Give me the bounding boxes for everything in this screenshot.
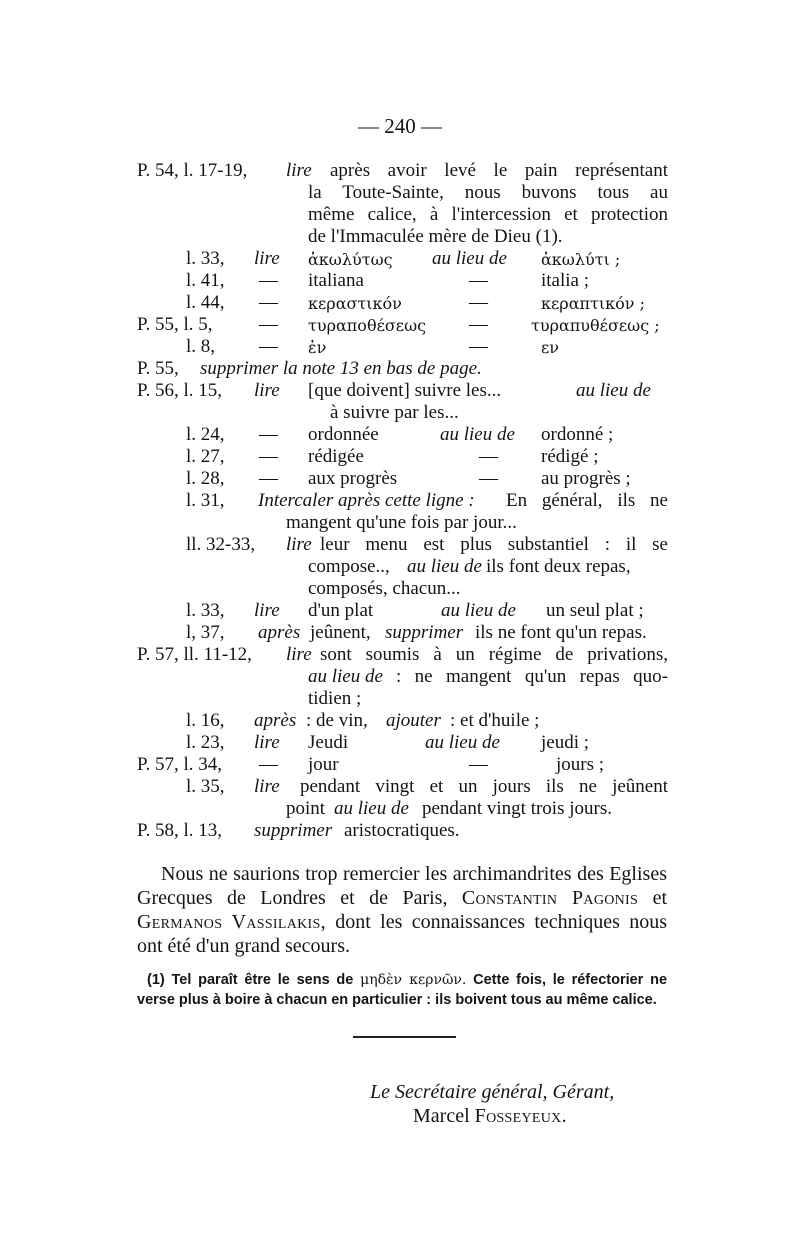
errata-ref: ll. 32-33, (186, 534, 256, 555)
errata-supprimer: supprimer (254, 820, 333, 841)
errata-ref: P. 55, (137, 358, 179, 379)
errata-ref: l. 27, (186, 446, 225, 467)
errata-ref: l. 28, (186, 468, 225, 489)
errata-ref: l. 35, (186, 776, 225, 797)
errata-old-word: ordonné ; (541, 424, 614, 445)
footnote-greek: μηδὲν κερνῶν. (360, 972, 467, 988)
errata-dash: — (259, 754, 278, 775)
errata-ref: l. 24, (186, 424, 225, 445)
errata-ref: l, 37, (186, 622, 225, 643)
errata-dash: — (469, 314, 488, 335)
footnote-mark: (1) (147, 972, 165, 988)
errata-dash: — (469, 336, 488, 357)
errata-lire: lire (254, 600, 280, 621)
errata-old-word: au progrès ; (541, 468, 631, 489)
errata-dash: — (259, 446, 278, 467)
errata-dash: — (259, 468, 278, 489)
errata-apres: après (254, 710, 297, 731)
errata-lire: lire (286, 534, 312, 555)
errata-supprimer: supprimer (385, 622, 464, 643)
errata-new-word: τυραποθέσεως (308, 316, 427, 335)
person-name: Constantin Pagonis (461, 887, 639, 909)
errata-dash: — (259, 424, 278, 445)
errata-au-lieu-de: au lieu de (308, 666, 383, 687)
errata-text: : de vin, (306, 710, 368, 731)
errata-au-lieu-de: au lieu de (407, 556, 482, 577)
footnote: (1) Tel paraît être le sens de μηδὲν κερνῶν. Cette fois, le réfectorier ne verse plus à boire à chacun en particulier : ils boivent tous au même calice. (137, 972, 668, 1008)
page-number: — 240 — (358, 114, 442, 138)
errata-ref: P. 56, l. 15, (137, 380, 222, 401)
errata-text: ils ne font qu'un repas. (475, 622, 647, 643)
errata-text: compose.., (308, 556, 390, 577)
errata-old-word: ἀκωλύτι ; (541, 250, 621, 269)
errata-ref: P. 57, ll. 11-12, (137, 644, 252, 665)
errata-au-lieu-de: au lieu de (441, 600, 516, 621)
separator-rule (353, 1036, 456, 1038)
errata-text: [que doivent] suivre les... (308, 380, 502, 401)
errata-old-word: rédigé ; (541, 446, 599, 467)
errata-text: pendant vingt et un jours ils ne jeûnent (300, 776, 668, 797)
errata-dash: — (259, 314, 278, 335)
errata-dash: — (469, 292, 488, 313)
errata-old-word: italia ; (541, 270, 590, 291)
errata-new-word: d'un plat (308, 600, 374, 621)
errata-new-word: ordonnée (308, 424, 379, 445)
errata-ref: P. 55, l. 5, (137, 314, 213, 335)
errata-au-lieu-de: au lieu de (576, 380, 651, 401)
errata-new-word: Jeudi (308, 732, 349, 753)
errata-text: sont soumis à un régime de privations, (320, 644, 668, 665)
errata-new-word: jour (308, 754, 339, 775)
errata-old-word: κεραπτικόν ; (541, 294, 645, 313)
acknowledgement-paragraph: Nous ne saurions trop remercier les archimandrites des Eglises Grecques de Londres et de Paris, Constantin Pagonis et Germanos Vassilakis, dont les connaissances techniques nous ont été d'un grand secours. (137, 863, 668, 957)
signature-role: Le Secrétaire général, Gérant, (370, 1081, 615, 1103)
errata-lire: lire (254, 380, 280, 401)
errata-ref: l. 8, (186, 336, 216, 357)
errata-dash: — (479, 468, 498, 489)
errata-ajouter: ajouter (386, 710, 441, 731)
errata-old-word: jeudi ; (541, 732, 590, 753)
errata-text: jeûnent, (310, 622, 371, 643)
errata-new-word: rédigée (308, 446, 364, 467)
errata-au-lieu-de: au lieu de (440, 424, 515, 445)
errata-text: mangent qu'une fois par jour... (286, 512, 517, 533)
errata-old-word: un seul plat ; (546, 600, 644, 621)
errata-text: aristocratiques. (344, 820, 460, 841)
errata-text: ils font deux repas, (486, 556, 631, 577)
errata-line (137, 160, 247, 182)
errata-text: après avoir levé le pain représentant (330, 160, 668, 181)
errata-text: leur menu est plus substantiel : il se (320, 534, 668, 555)
errata-lire: lire (254, 248, 280, 269)
errata-new-word: aux progrès (308, 468, 398, 489)
errata-ref: l. 31, (186, 490, 225, 511)
errata-text: : et d'huile ; (450, 710, 540, 731)
errata-text: de l'Immaculée mère de Dieu (1). (308, 226, 563, 247)
errata-old-word: εν (541, 338, 560, 357)
errata-apres: après (258, 622, 301, 643)
errata-ref: P. 57, l. 34, (137, 754, 222, 775)
errata-text: à suivre par les... (330, 402, 459, 423)
errata-text: la Toute-Sainte, nous buvons tous au (308, 182, 668, 203)
errata-ref: P. 54, l. 17-19, (137, 160, 248, 181)
errata-old-word: jours ; (556, 754, 605, 775)
signature-name: Marcel Fosseyeux. (413, 1105, 567, 1127)
errata-dash: — (259, 270, 278, 291)
errata-lire: lire (286, 160, 312, 181)
errata-new-word: ἀκωλύτως (308, 250, 393, 269)
errata-ref: l. 16, (186, 710, 225, 731)
errata-old-word: τυραπυθέσεως ; (531, 316, 660, 335)
errata-ref: l. 41, (186, 270, 225, 291)
errata-text: supprimer la note 13 en bas de page. (200, 358, 482, 379)
errata-text: En général, ils ne (506, 490, 668, 511)
errata-dash: — (479, 446, 498, 467)
person-name: Germanos Vassilakis, (137, 911, 326, 933)
errata-instruction: Intercaler après cette ligne : (258, 490, 475, 511)
errata-lire: lire (254, 732, 280, 753)
errata-dash: — (259, 292, 278, 313)
errata-lire: lire (254, 776, 280, 797)
errata-dash: — (469, 270, 488, 291)
errata-new-word: ἐν (308, 338, 327, 357)
errata-ref: P. 58, l. 13, (137, 820, 222, 841)
errata-text: même calice, à l'intercession et protection (308, 204, 668, 225)
errata-ref: l. 33, (186, 248, 225, 269)
errata-au-lieu-de: au lieu de (425, 732, 500, 753)
errata-lire: lire (286, 644, 312, 665)
errata-dash: — (469, 754, 488, 775)
errata-dash: — (259, 336, 278, 357)
errata-text: composés, chacun... (308, 578, 461, 599)
errata-ref: l. 33, (186, 600, 225, 621)
errata-text: : ne mangent qu'un repas quo- (396, 666, 668, 687)
errata-new-word: italiana (308, 270, 364, 291)
errata-ref: l. 23, (186, 732, 225, 753)
errata-au-lieu-de: au lieu de (432, 248, 507, 269)
errata-text: tidien ; (308, 688, 362, 709)
errata-ref: l. 44, (186, 292, 225, 313)
errata-new-word: κεραστικόν (308, 294, 402, 313)
errata-text: point (286, 798, 326, 819)
errata-au-lieu-de: au lieu de (334, 798, 409, 819)
errata-text: pendant vingt trois jours. (422, 798, 612, 819)
